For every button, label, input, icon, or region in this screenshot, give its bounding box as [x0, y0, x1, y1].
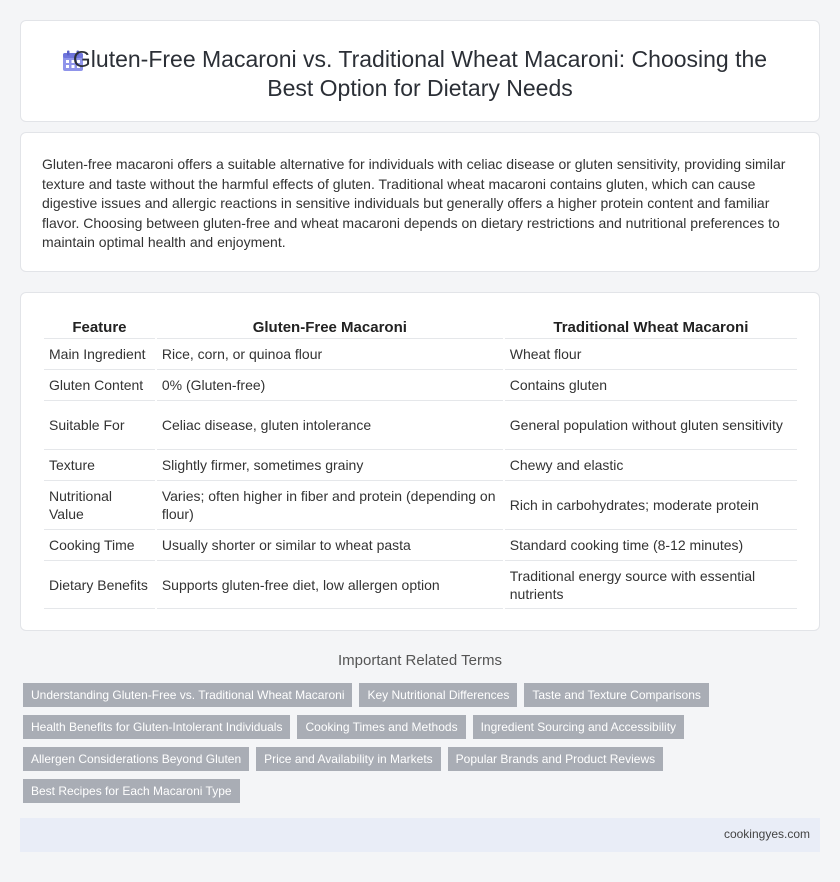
related-term-tag[interactable]: Health Benefits for Gluten-Intolerant Individuals — [23, 715, 290, 739]
feature-cell: Cooking Time — [44, 530, 155, 561]
related-term-tag[interactable]: Allergen Considerations Beyond Gluten — [23, 747, 249, 771]
wheat-cell: Standard cooking time (8-12 minutes) — [505, 530, 797, 561]
column-header-gluten-free: Gluten-Free Macaroni — [157, 315, 503, 339]
table-row — [44, 561, 797, 609]
column-header-wheat: Traditional Wheat Macaroni — [505, 315, 797, 339]
feature-cell: Main Ingredient — [44, 339, 155, 370]
page-title: Gluten-Free Macaroni vs. Traditional Wheat Macaroni: Choosing the Best Option for Dietary Needs — [72, 46, 768, 101]
gluten-free-cell: Rice, corn, or quinoa flour — [157, 339, 503, 370]
table-header-row — [44, 315, 797, 339]
wheat-cell: General population without gluten sensitivity — [505, 401, 797, 450]
footer-site-link[interactable]: cookingyes.com — [723, 827, 810, 841]
intro-paragraph: Gluten-free macaroni offers a suitable alternative for individuals with celiac disease or gluten sensitivity, providing similar texture and taste without the harmful effects of gluten. Traditional wheat macaroni contains gluten, which can cause digestive issues and allergic reactions in sensitive individuals but generally offers a higher protein content and familiar flavor. Choosing between gluten-free and wheat macaroni depends on dietary restrictions and nutritional preferences to maintain optimal health and enjoyment. — [42, 156, 786, 250]
related-term-tag[interactable]: Ingredient Sourcing and Accessibility — [473, 715, 684, 739]
table-row — [44, 339, 797, 370]
feature-cell: Texture — [44, 450, 155, 481]
comparison-table — [42, 315, 799, 609]
gluten-free-cell: Usually shorter or similar to wheat pasta — [157, 530, 503, 561]
intro-card — [20, 132, 820, 272]
wheat-cell: Traditional energy source with essential nutrients — [505, 561, 797, 609]
gluten-free-cell: 0% (Gluten-free) — [157, 370, 503, 401]
feature-cell: Suitable For — [44, 401, 155, 450]
gluten-free-cell: Celiac disease, gluten intolerance — [157, 401, 503, 450]
gluten-free-cell: Slightly firmer, sometimes grainy — [157, 450, 503, 481]
related-terms-list — [23, 683, 823, 811]
table-row — [44, 530, 797, 561]
wheat-cell: Rich in carbohydrates; moderate protein — [505, 481, 797, 530]
feature-cell: Nutritional Value — [44, 481, 155, 530]
table-row — [44, 370, 797, 401]
related-term-tag[interactable]: Popular Brands and Product Reviews — [448, 747, 663, 771]
feature-cell: Dietary Benefits — [44, 561, 155, 609]
related-term-tag[interactable]: Key Nutritional Differences — [359, 683, 517, 707]
related-term-tag[interactable]: Price and Availability in Markets — [256, 747, 441, 771]
wheat-cell: Wheat flour — [505, 339, 797, 370]
related-term-tag[interactable]: Best Recipes for Each Macaroni Type — [23, 779, 240, 803]
related-term-tag[interactable]: Taste and Texture Comparisons — [524, 683, 709, 707]
table-row — [44, 450, 797, 481]
related-term-tag[interactable]: Understanding Gluten-Free vs. Traditional Wheat Macaroni — [23, 683, 352, 707]
footer — [20, 818, 820, 852]
table-row — [44, 481, 797, 530]
gluten-free-cell: Varies; often higher in fiber and protein (depending on flour) — [157, 481, 503, 530]
related-terms-heading: Important Related Terms — [338, 652, 502, 669]
title-card — [20, 20, 820, 122]
wheat-cell: Contains gluten — [505, 370, 797, 401]
wheat-cell: Chewy and elastic — [505, 450, 797, 481]
comparison-card — [20, 292, 820, 631]
feature-cell: Gluten Content — [44, 370, 155, 401]
gluten-free-cell: Supports gluten-free diet, low allergen option — [157, 561, 503, 609]
column-header-feature: Feature — [44, 315, 155, 339]
table-row — [44, 401, 797, 450]
related-term-tag[interactable]: Cooking Times and Methods — [297, 715, 465, 739]
